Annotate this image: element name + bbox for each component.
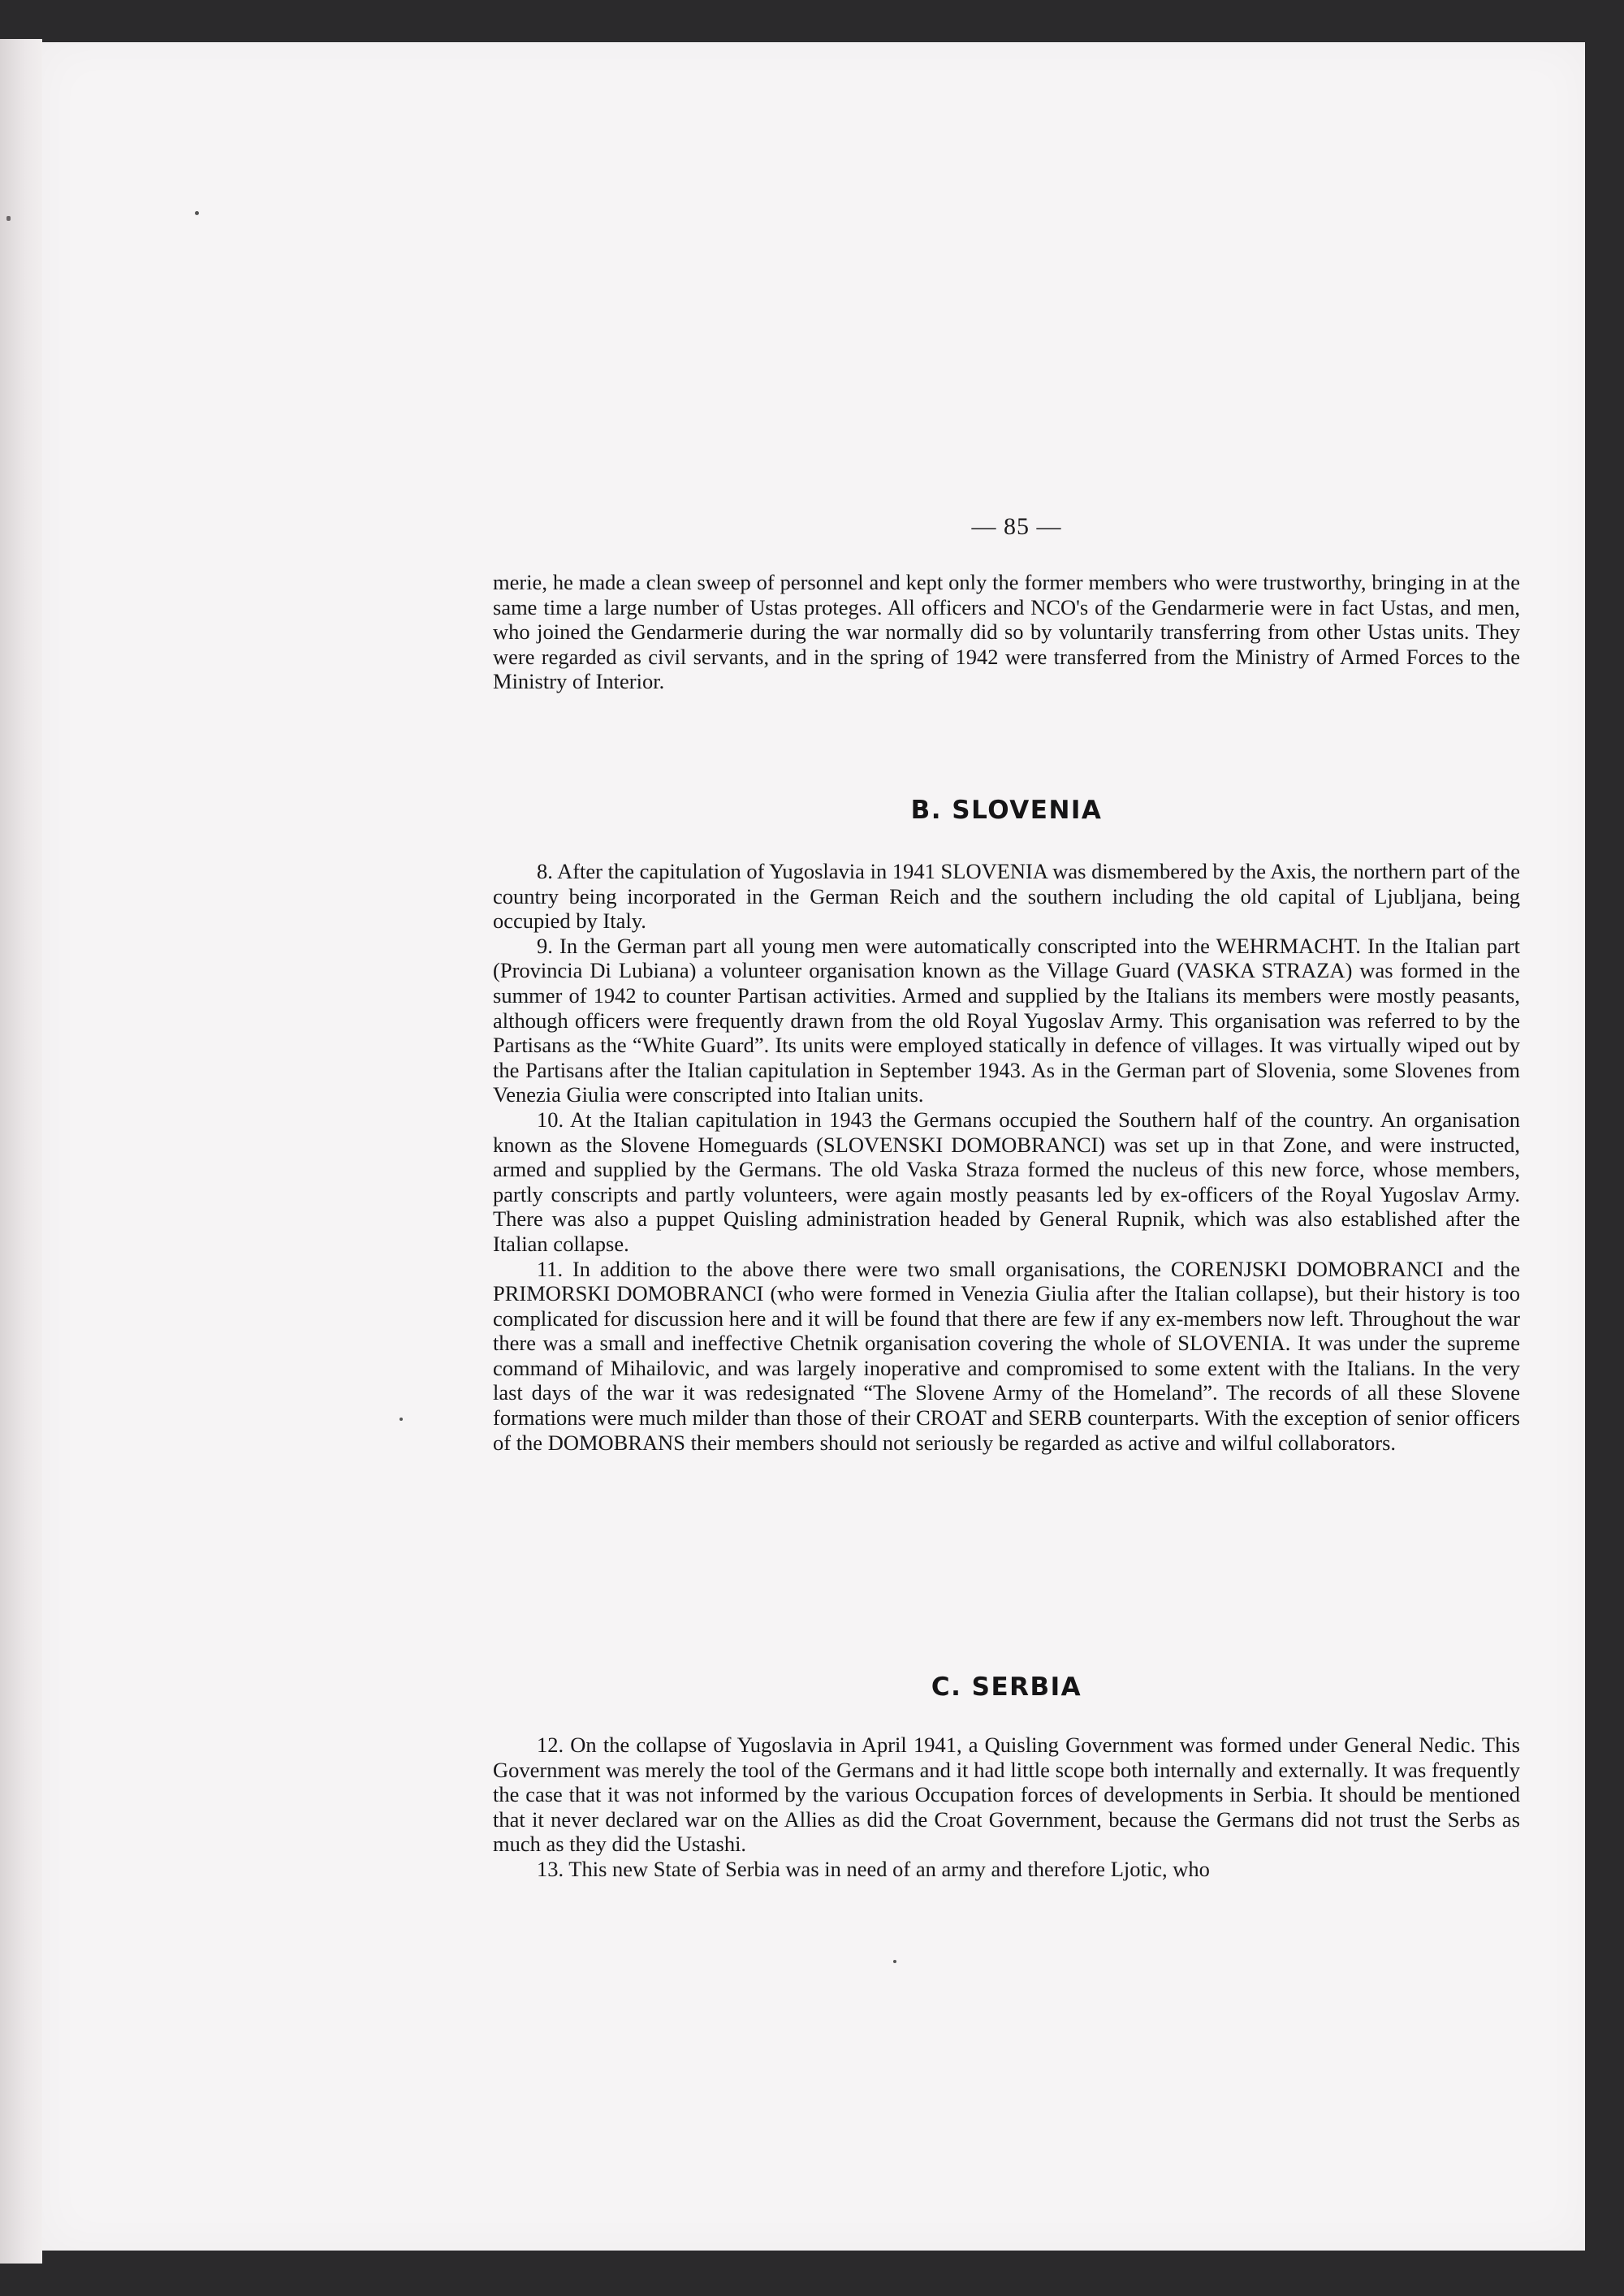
adjacent-page-edge [0, 39, 42, 2264]
serbia-text-block [493, 1733, 1520, 1882]
intro-text-block [493, 570, 1520, 694]
paragraph-12: 12. On the collapse of Yugoslavia in April 1941, a Quisling Government was formed under General Nedic. This Government was merely the tool of the Germans and it had little scope both internally and externally. It was frequently the case that it was not informed by the various Occupation forces of developments in Serbia. It should be mentioned that it never declared war on the Allies as did the Croat Government, because the Germans did not trust the Serbs as much as they did the Ustashi. [493, 1733, 1520, 1857]
paragraph-8: 8. After the capitulation of Yugoslavia in 1941 SLOVENIA was dismembered by the Axis, the northern part of the country being incorporated in the German Reich and the southern including the old capital of Ljubljana, being occupied by Italy. [493, 859, 1520, 934]
paragraph-9: 9. In the German part all young men were automatically conscripted into the WEHRMACHT. In the Italian part (Provincia Di Lubiana) a volunteer organisation known as the Village Guard (VASKA STRAZA) was formed in the summer of 1942 to counter Partisan activities. Armed and supplied by the Italians its members were mostly peasants, although officers were frequently drawn from the old Royal Yugoslav Army. This organisation was referred to by the Partisans as the “White Guard”. Its units were employed statically in defence of villages. It was virtually wiped out by the Partisans after the Italian capitulation in September 1943. As in the German part of Slovenia, some Slovenes from Venezia Giulia were conscripted into Italian units. [493, 933, 1520, 1107]
slovenia-text-block [493, 859, 1520, 1455]
document-page [42, 42, 1585, 2251]
page-number: — 85 — [971, 513, 1062, 540]
paragraph-10: 10. At the Italian capitulation in 1943 the Germans occupied the Southern half of the country. An organisation known as the Slovene Homeguards (SLOVENSKI DOMOBRANCI) was set up in that Zone, and were instructed, armed and supplied by the Germans. The old Vaska Straza formed the nucleus of this new force, whose members, partly conscripts and partly volunteers, were again mostly peasants led by ex-officers of the Royal Yugoslav Army. There was also a puppet Quisling administration headed by General Rupnik, which was also established after the Italian collapse. [493, 1107, 1520, 1256]
scan-mark [6, 216, 11, 221]
section-heading-slovenia: B. SLOVENIA [910, 796, 1103, 825]
scan-speck [195, 211, 199, 215]
scan-speck [893, 1960, 896, 1963]
paragraph-11: 11. In addition to the above there were two small organisations, the CORENJSKI DOMOBRANCI and the PRIMORSKI DOMOBRANCI (who were formed in Venezia Giulia after the Italian collapse), but their history is too complicated for discussion here and it will be found that there are few if any ex-members now left. Throughout the war there was a small and ineffective Chetnik organisation covering the whole of SLOVENIA. It was under the supreme command of Mihailovic, and was largely inoperative and compromised to some extent with the Italians. In the very last days of the war it was redesignated “The Slovene Army of the Homeland”. The records of all these Slovene formations were much milder than those of their CROAT and SERB counterparts. With the exception of senior officers of the DOMOBRANS their members should not seriously be regarded as active and wilful collaborators. [493, 1256, 1520, 1455]
section-heading-serbia: C. SERBIA [931, 1672, 1082, 1702]
intro-paragraph: merie, he made a clean sweep of personnel and kept only the former members who were trustworthy, bringing in at the same time a large number of Ustas proteges. All officers and NCO's of the Gendarmerie were in fact Ustas, and men, who joined the Gendarmerie during the war normally did so by voluntarily transferring from other Ustas units. They were regarded as civil servants, and in the spring of 1942 were transferred from the Ministry of Armed Forces to the Ministry of Interior. [493, 570, 1520, 694]
scan-speck [400, 1418, 403, 1421]
paragraph-13: 13. This new State of Serbia was in need of an army and therefore Ljotic, who [537, 1856, 1210, 1881]
